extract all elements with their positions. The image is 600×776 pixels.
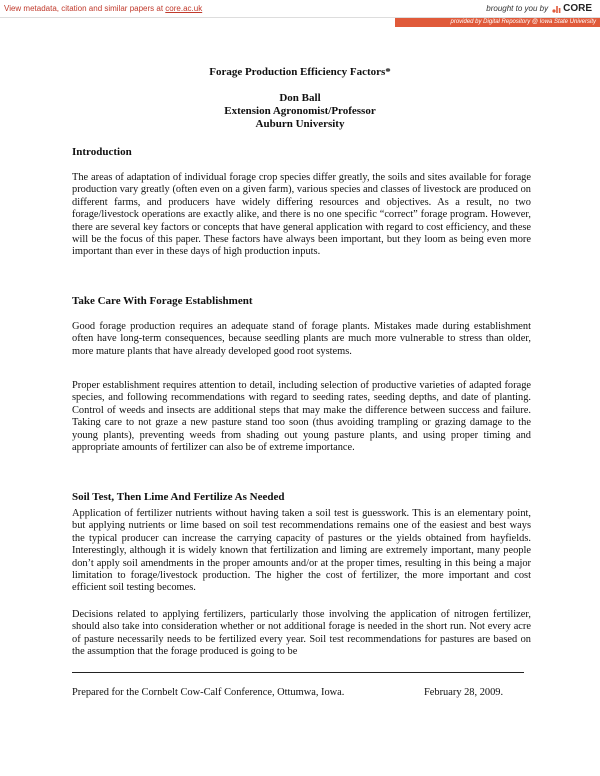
footnote: Prepared for the Cornbelt Cow-Calf Conference, Ottumwa, Iowa. <box>72 687 345 698</box>
paragraph: Proper establishment requires attention to detail, including selection of productive varieties of adapted forage species, and following recommendations with regard to seeding rates, seeding depths, and date of planting. Control of weeds and insects are additional steps that may make the difference between success and failure. Taking care to not graze a new pasture stand too soon (thus avoiding trampling or grazing damage to the young plants), preventing weeds from shading out young pasture plants, and using proper timing and appropriate amounts of fertilizer can also be of extreme importance. <box>72 380 531 454</box>
author-block <box>0 92 600 131</box>
footnote-date: February 28, 2009. <box>424 687 504 698</box>
paragraph: The areas of adaptation of individual forage crop species differ greatly, the soils and sites available for forage production vary greatly (often even on a given farm), various species and classes of livestock are produced on different farms, and producers have widely differing resources and objectives. As a result, no two forage/livestock operations are exactly alike, and there is no one specific “correct” forage program. However, there are several key factors or concepts that have general application with regard to cost efficiency, and these will be the focus of this paper. These factors have always been important, but they loom as being even more important than ever in these days of high production inputs. <box>72 172 531 258</box>
core-logo-text: CORE <box>563 3 592 14</box>
provided-by-bar[interactable] <box>395 18 600 27</box>
paragraph: Application of fertilizer nutrients without having taken a soil test is guesswork. This is an elementary point, but applying nutrients or lime based on soil test recommendations remains one of the easiest and best ways the typical producer can increase the carrying capacity of pastures or the yields obtained from hayfields. Interestingly, although it is widely known that fertilization and liming are extremely important, many people don’t apply soil amendments in the proper amounts and/or at the proper times, resulting in this being a major limitation to forage/livestock production. The higher the cost of fertilizer, the more important and cost efficient soil testing becomes. <box>72 508 531 594</box>
paragraph: Good forage production requires an adequate stand of forage plants. Mistakes made during establishment often have long-term consequences, because seedling plants are much more vulnerable to stress than older, more mature plants that have already developed good root systems. <box>72 321 531 357</box>
author-org: Auburn University <box>255 118 345 130</box>
brought-by[interactable] <box>486 3 592 14</box>
author-name: Don Ball <box>279 92 321 104</box>
provided-text: provided by Digital Repository @ Iowa State University <box>450 19 596 25</box>
brought-text: brought to you by <box>486 4 549 13</box>
footnote-divider <box>72 672 524 673</box>
paragraph: Decisions related to applying fertilizers, particularly those involving the application of nitrogen fertilizer, should also take into consideration whether or not additional forage is needed in the short run. Not every acre of pasture necessarily needs to be fertilized every year. Soil test recommendations for pastures are based on the assumption that the forage produced is going to be <box>72 609 531 658</box>
section-heading: Introduction <box>72 146 132 158</box>
core-link[interactable]: core.ac.uk <box>165 4 203 13</box>
section-heading: Soil Test, Then Lime And Fertilize As Needed <box>72 491 285 503</box>
core-banner <box>0 0 600 18</box>
core-logo-icon <box>551 4 561 14</box>
metadata-notice <box>4 4 202 13</box>
paper-title: Forage Production Efficiency Factors* <box>209 66 391 78</box>
metadata-text: View metadata, citation and similar papers at <box>4 4 166 13</box>
section-heading: Take Care With Forage Establishment <box>72 295 253 307</box>
core-logo[interactable] <box>551 3 592 14</box>
author-role: Extension Agronomist/Professor <box>224 105 376 117</box>
